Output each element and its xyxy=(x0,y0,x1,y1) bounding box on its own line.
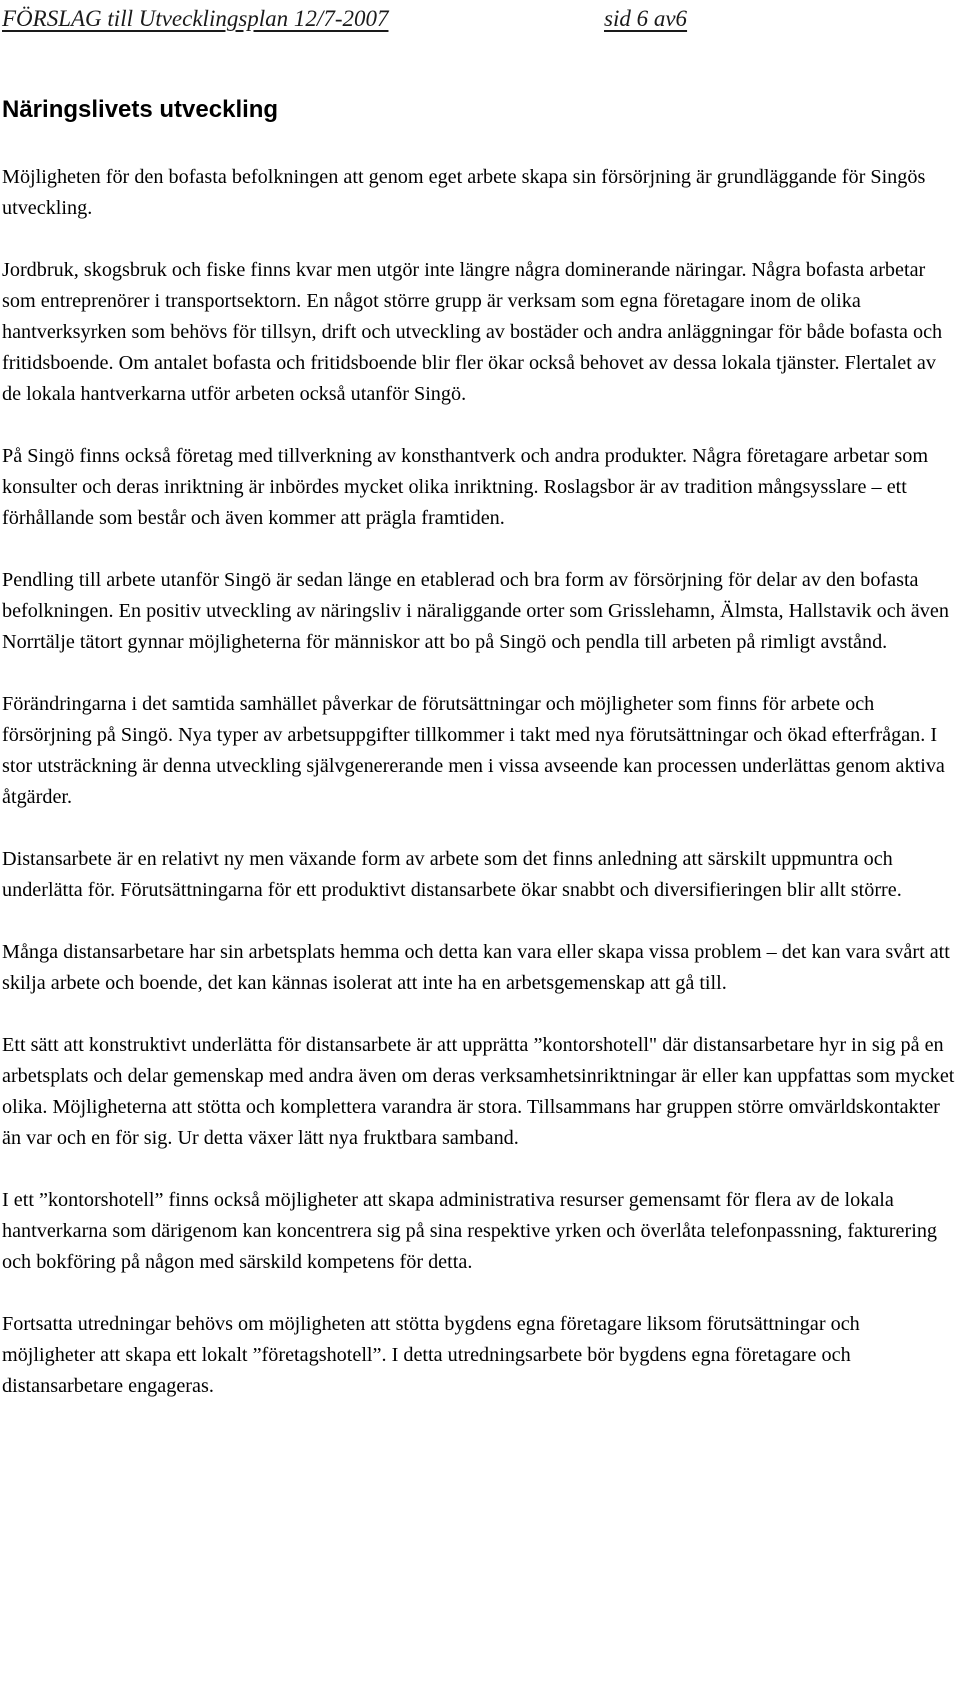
page-number: sid 6 av6 xyxy=(604,6,688,31)
paragraph: I ett ”kontorshotell” finns också möjligheter att skapa administrativa resurser gemensamt för flera av de lokala hantverkarna som därigenom kan koncentrera sig på sina respektive yrken och överlåta telefonpassning, fakturering och bokföring på någon med särskild kompetens för detta. xyxy=(2,1189,938,1273)
paragraph: Många distansarbetare har sin arbetsplats hemma och detta kan vara eller skapa vissa problem – det kan vara svårt att skilja arbete och boende, det kan kännas isolerat att inte ha en arbetsgemenskap att gå till. xyxy=(2,941,950,994)
paragraph: Distansarbete är en relativt ny men växande form av arbete som det finns anledning att särskilt uppmuntra och underlätta för. Förutsättningarna för ett produktivt distansarbete ökar snabbt och diversifieringen blir allt större. xyxy=(2,848,902,901)
paragraph: Fortsatta utredningar behövs om möjligheten att stötta bygdens egna företagare liksom förutsättningar och möjligheter att skapa ett lokalt ”företagshotell”. I detta utredningsarbete bör bygdens egna företagare och distansarbetare engageras. xyxy=(2,1313,860,1397)
paragraph: Jordbruk, skogsbruk och fiske finns kvar men utgör inte längre några dominerande näringar. Några bofasta arbetar som entreprenörer i transportsektorn. En något större grupp är verksam som egna företagare inom de olika hantverksyrken som behövs för tillsyn, drift och utveckling av bostäder och andra anläggningar för både bofasta och fritidsboende. Om antalet bofasta och fritidsboende blir fler ökar också behovet av dessa lokala tjänster. Flertalet av de lokala hantverkarna utför arbeten också utanför Singö. xyxy=(2,259,943,405)
document-body xyxy=(2,162,957,1402)
paragraph: Ett sätt att konstruktivt underlätta för distansarbete är att upprätta ”kontorshotell" där distansarbetare hyr in sig på en arbetsplats och delar gemenskap med andra även om deras verksamhetsinriktningar är eller kan uppfattas som mycket olika. Möjligheterna att stötta och komplettera varandra är stora. Tillsammans har gruppen större omvärldskontakter än var och en för sig. Ur detta växer lätt nya fruktbara samband. xyxy=(2,1034,955,1149)
paragraph: Förändringarna i det samtida samhället påverkar de förutsättningar och möjligheter som finns för arbete och försörjning på Singö. Nya typer av arbetsuppgifter tillkommer i takt med nya förutsättningar och ökad efterfrågan. I stor utsträckning är denna utveckling självgenererande men i vissa avseende kan processen underlättas genom aktiva åtgärder. xyxy=(2,693,945,808)
section-heading: Näringslivets utveckling xyxy=(2,96,279,123)
page-header xyxy=(0,0,960,40)
paragraph: Pendling till arbete utanför Singö är sedan länge en etablerad och bra form av försörjning för delar av den bofasta befolkningen. En positiv utveckling av näringsliv i näraliggande orter som Grisslehamn, Älmsta, Hallstavik och även Norrtälje tätort gynnar möjligheterna för människor att bo på Singö och pendla till arbeten på rimligt avstånd. xyxy=(2,569,949,653)
paragraph: Möjligheten för den bofasta befolkningen att genom eget arbete skapa sin försörjning är grundläggande för Singös utveckling. xyxy=(2,166,926,219)
document-title: FÖRSLAG till Utvecklingsplan 12/7-2007 xyxy=(2,6,389,31)
paragraph: På Singö finns också företag med tillverkning av konsthantverk och andra produkter. Några företagare arbetar som konsulter och deras inriktning är inbördes mycket olika inriktning. Roslagsbor är av tradition mångsysslare – ett förhållande som består och även kommer att prägla framtiden. xyxy=(2,445,929,529)
